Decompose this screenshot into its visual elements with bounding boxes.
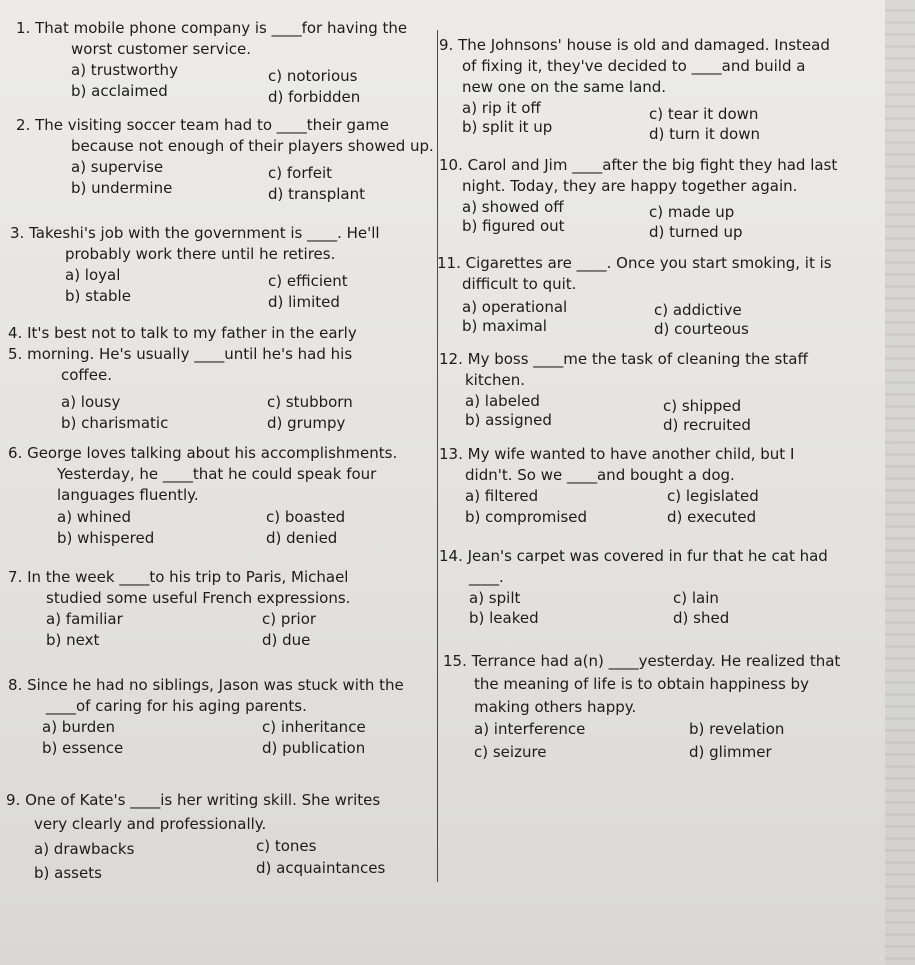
question-text: Yesterday, he ____that he could speak four [57,465,377,483]
answer-options [462,297,857,339]
option-a[interactable]: a) rip it off [462,99,541,117]
answer-options [71,60,421,106]
option-a[interactable]: a) spilt [469,589,521,607]
option-b[interactable]: b) maximal [462,317,547,335]
question-1 [16,18,421,106]
option-b[interactable]: b) essence [42,739,124,757]
question-9-left [6,790,431,881]
option-a[interactable]: a) labeled [465,392,540,410]
option-c[interactable]: c) prior [262,610,317,628]
option-b[interactable]: b) revelation [689,720,785,738]
option-b[interactable]: b) split it up [462,118,553,136]
option-c[interactable]: c) shipped [663,397,742,415]
option-a[interactable]: a) drawbacks [34,840,135,858]
question-text: worst customer service. [71,40,251,58]
question-text: 11. Cigarettes are ____. Once you start smoking, it is [437,254,832,272]
answer-options [469,588,859,630]
option-d[interactable]: d) courteous [654,320,749,338]
question-7 [8,567,418,651]
answer-options [465,391,859,433]
question-text: 10. Carol and Jim ____after the big fight they had last [439,156,838,174]
option-c[interactable]: c) addictive [654,301,742,319]
option-a[interactable]: a) trustworthy [71,61,178,79]
question-3 [10,223,420,311]
option-c[interactable]: c) boasted [266,508,346,526]
question-text: the meaning of life is to obtain happiness by [474,675,809,693]
option-c[interactable]: c) inheritance [262,718,366,736]
question-text: kitchen. [465,371,525,389]
option-b[interactable]: b) next [46,631,100,649]
option-c[interactable]: c) tones [256,837,317,855]
question-text: night. Today, they are happy together again. [462,177,798,195]
question-text: 7. In the week ____to his trip to Paris, Michael [8,568,349,586]
answer-options [61,392,418,434]
question-13 [439,444,859,528]
option-d[interactable]: d) turn it down [649,125,760,143]
question-6 [8,443,418,549]
option-a[interactable]: a) interference [474,720,586,738]
question-11 [437,253,857,339]
question-14 [439,546,859,630]
question-text: 5. morning. He's usually ____until he's had his [8,345,353,363]
option-b[interactable]: b) assets [34,864,102,882]
option-a[interactable]: a) supervise [71,158,164,176]
question-text: coffee. [61,366,112,384]
question-text: difficult to quit. [462,275,577,293]
question-text: ____. [469,568,504,586]
option-a[interactable]: a) showed off [462,198,564,216]
question-text: 3. Takeshi's job with the government is ____. He'll [10,224,380,242]
question-text: new one on the same land. [462,78,667,96]
question-15 [443,651,863,761]
question-text: 12. My boss ____me the task of cleaning the staff [439,350,808,368]
option-a[interactable]: a) operational [462,298,568,316]
option-b[interactable]: b) whispered [57,529,155,547]
option-b[interactable]: b) acclaimed [71,82,168,100]
option-a[interactable]: a) whined [57,508,132,526]
option-c[interactable]: c) efficient [268,272,348,290]
question-text: 15. Terrance had a(n) ____yesterday. He realized that [443,652,841,670]
question-text: languages fluently. [57,486,199,504]
question-text: probably work there until he retires. [65,245,336,263]
option-d[interactable]: d) grumpy [267,414,346,432]
answer-options [42,717,433,759]
question-text: 13. My wife wanted to have another child, but I [439,445,795,463]
option-b[interactable]: b) charismatic [61,414,169,432]
option-d[interactable]: d) transplant [268,185,365,203]
question-text: studied some useful French expressions. [46,589,351,607]
option-c[interactable]: c) legislated [667,487,759,505]
option-a[interactable]: a) familiar [46,610,123,628]
question-text: very clearly and professionally. [34,815,267,833]
question-5 [8,344,418,434]
option-c[interactable]: c) forfeit [268,164,333,182]
answer-options [474,719,863,761]
option-a[interactable]: a) loyal [65,266,121,284]
answer-options [71,157,421,203]
question-text: 1. That mobile phone company is ____for having the [16,19,408,37]
question-text: 9. One of Kate's ____is her writing skill. She writes [6,791,381,809]
question-text: didn't. So we ____and bought a dog. [465,466,735,484]
option-d[interactable]: d) turned up [649,223,743,241]
question-2 [16,115,434,203]
answer-options [465,486,859,528]
option-d[interactable]: d) forbidden [268,88,361,106]
option-b[interactable]: b) figured out [462,217,565,235]
option-d[interactable]: d) due [262,631,311,649]
question-9 [439,35,859,143]
answer-options [34,839,431,881]
option-d[interactable]: d) publication [262,739,366,757]
question-text: making others happy. [474,698,637,716]
option-c[interactable]: c) stubborn [267,393,353,411]
option-b[interactable]: b) assigned [465,411,552,429]
option-b[interactable]: b) leaked [469,609,539,627]
option-d[interactable]: d) glimmer [689,743,772,761]
question-12 [439,349,859,433]
option-d[interactable]: d) limited [268,293,340,311]
column-divider [437,30,438,882]
option-d[interactable]: d) recruited [663,416,751,434]
option-c[interactable]: c) tear it down [649,105,759,123]
paper-edge [885,0,915,965]
option-a[interactable]: a) lousy [61,393,121,411]
question-text: 2. The visiting soccer team had to ____their game [16,116,390,134]
question-text: of fixing it, they've decided to ____and build a [462,57,806,75]
option-d[interactable]: d) denied [266,529,338,547]
question-4 [8,323,418,344]
option-a[interactable]: a) filtered [465,487,539,505]
answer-options [46,609,418,651]
option-c[interactable]: c) seizure [474,743,547,761]
question-text: 9. The Johnsons' house is old and damaged. Instead [439,36,830,54]
question-text: 4. It's best not to talk to my father in the early [8,324,357,342]
question-text: 6. George loves talking about his accomplishments. [8,444,398,462]
option-d[interactable]: d) acquaintances [256,859,386,877]
question-8 [8,675,433,759]
answer-options [462,98,859,143]
option-d[interactable]: d) shed [673,609,730,627]
option-c[interactable]: c) notorious [268,67,358,85]
question-text: 8. Since he had no siblings, Jason was stuck with the [8,676,404,694]
question-10 [439,155,859,239]
option-b[interactable]: b) undermine [71,179,173,197]
option-d[interactable]: d) executed [667,508,757,526]
option-a[interactable]: a) burden [42,718,116,736]
answer-options [65,265,420,311]
option-c[interactable]: c) lain [673,589,719,607]
question-text: 14. Jean's carpet was covered in fur that he cat had [439,547,828,565]
answer-options [462,197,859,239]
answer-options [57,507,418,549]
question-text: ____of caring for his aging parents. [46,697,307,715]
option-b[interactable]: b) stable [65,287,131,305]
question-text: because not enough of their players showed up. [71,137,434,155]
option-b[interactable]: b) compromised [465,508,588,526]
option-c[interactable]: c) made up [649,203,735,221]
